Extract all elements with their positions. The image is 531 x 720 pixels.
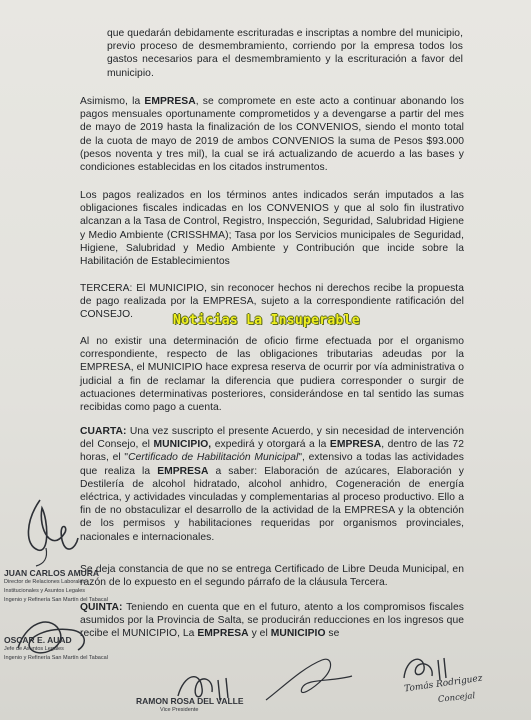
empresa-bold: EMPRESA xyxy=(144,96,196,107)
signatory-title: Jefe de Asuntos Legales xyxy=(4,646,64,652)
paragraph-text: Teniendo en cuenta que en el futuro, atento a los compromisos fiscales asumidos por la Provincia de Salta, se producirán reducciones en los ingresos que recibe el MUNICIPIO, La xyxy=(80,602,464,640)
signatory-name: RAMON ROSA DEL VALLE xyxy=(136,696,244,706)
signature-left-mark xyxy=(18,490,88,570)
paragraph-text: , se compromete en este acto a continuar abonando los pagos mensuales oportunamente comprometidos y a devengarse a partir del mes de mayo de 2019 hasta la finalización de los CONVENIOS, siendo el monto total de la cuota de mayo de 2019 de ambos CONVENIOS la suma de Pesos $93.000 (pesos noventa y tres mil), la cual se irá actualizando de acuerdo a las bases y condiciones establecidas en los citados instrumentos. xyxy=(80,96,464,174)
paragraph-escrituracion xyxy=(107,27,463,80)
paragraph-asimismo xyxy=(80,95,464,174)
paragraph-text: Una vez suscripto el presente Acuerdo, y sin necesidad de intervención del Consejo, el xyxy=(80,426,464,451)
paragraph-text: Los pagos realizados en los términos antes indicados serán imputados a las obligaciones fiscales indicadas en los CONVENIOS y que al solo fin ilustrativo alcanzan a la Tasa de Control, Registro, Inspección, Seguridad, Salubridad Higiene y Medio Ambiente (CRISSHMA); Tasa por los Servicios municipales de Seguridad, Higiene, Salubridad y Medio Ambiente y Contribución que incide sobre la Habilitación de Establecimientos xyxy=(80,190,464,268)
handwritten-title: Concejal xyxy=(437,691,476,705)
certificado-italic: Certificado de Habilitación Municipal xyxy=(128,452,299,464)
clause-cuarta xyxy=(80,425,464,544)
signatory-title: Director de Relaciones Laborales xyxy=(4,579,86,585)
signatory-title: Ingenio y Refinería San Martín del Tabacal xyxy=(4,655,108,661)
empresa-bold: EMPRESA xyxy=(197,628,249,640)
paragraph-text: Al no existir una determinación de oficio firme efectuada por el organismo correspondiente, respecto de las obligaciones tributarias adeudas por la EMPRESA, el MUNICIPIO hace expresa reserva de ocurrir por vía administrativa o judicial a fin de reclamar la diferencia que pudiera corresponder o surgir de actuaciones determinativas posteriores, considerándose en tal sentido las sumas recibidas como pago a cuenta. xyxy=(80,336,464,414)
signature-concejal-mark xyxy=(262,648,382,708)
paragraph-text: que quedarán debidamente escrituradas e inscriptas a nombre del municipio, previo proceso de desmembramiento, corriendo por la empresa todos los gastos necesarios para el desmembramiento y la escrituración a favor del municipio. xyxy=(107,28,463,79)
signatory-title: Institucionales y Asuntos Legales xyxy=(4,588,86,594)
signatory-title: Ingenio y Refinería San Martín del Tabacal xyxy=(4,597,108,603)
handwritten-name: Tomás Rodriguez xyxy=(403,673,484,695)
signatory-name: JUAN CARLOS AMURA xyxy=(4,568,100,578)
paragraph-text: , dentro de las 72 horas, el " xyxy=(80,439,464,464)
watermark-text: Noticias La Insuperable xyxy=(173,313,360,328)
signatory-stamp-del-valle xyxy=(136,697,244,715)
signatory-name: OSCAR E. AUAD xyxy=(4,635,72,645)
empresa-bold: EMPRESA xyxy=(329,439,382,451)
paragraph-text: y el xyxy=(248,628,271,640)
signatory-stamp-amura xyxy=(4,569,108,605)
paragraph-text: El MUNICIPIO, sin reconocer hechos ni derechos recibe la propuesta de pago realizada por la EMPRESA, sujeto a la correspondiente ratificación del CONSEJO. xyxy=(80,283,464,321)
empresa-bold: EMPRESA xyxy=(157,465,209,477)
paragraph-text: expedirá y otorgará a la xyxy=(211,439,330,451)
paragraph-text: Se deja constancia de que no se entrega Certificado de Libre Deuda Municipal, en razón de lo expuesto en el segundo párrafo de la cláusula Tercera. xyxy=(80,564,464,589)
municipio-bold: MUNICIPIO xyxy=(270,628,326,640)
paragraph-libre-deuda xyxy=(80,563,464,589)
paragraph-determinacion xyxy=(80,335,464,414)
clause-label: QUINTA: xyxy=(80,602,123,613)
municipio-bold: MUNICIPIO, xyxy=(153,439,212,451)
paragraph-text: a saber: Elaboración de azúcares, Elaboración y Destilería de alcohol hidratado, alcohol anhidro, Cogeneración de energía eléctrica, y actividades vinculadas y complementarias al proceso productivo. Ello a fin de no obstaculizar el desarrollo de la actividad de la EMPRESA y la obtención de los permisos y habilitaciones requeridas por organismos provinciales, nacionales e internacionales. xyxy=(80,465,464,543)
signatory-stamp-auad xyxy=(4,636,108,663)
paragraph-text: Asimismo, la xyxy=(80,96,145,107)
clause-label: CUARTA: xyxy=(80,426,127,437)
signatory-title: Vice Presidente xyxy=(160,707,199,713)
paragraph-text: ", extensivo a todas las actividades que realiza la xyxy=(80,452,465,477)
clause-quinta xyxy=(80,601,464,641)
clause-label: TERCERA: xyxy=(80,283,133,294)
paragraph-pagos xyxy=(80,189,464,268)
paragraph-text: se xyxy=(325,628,340,640)
